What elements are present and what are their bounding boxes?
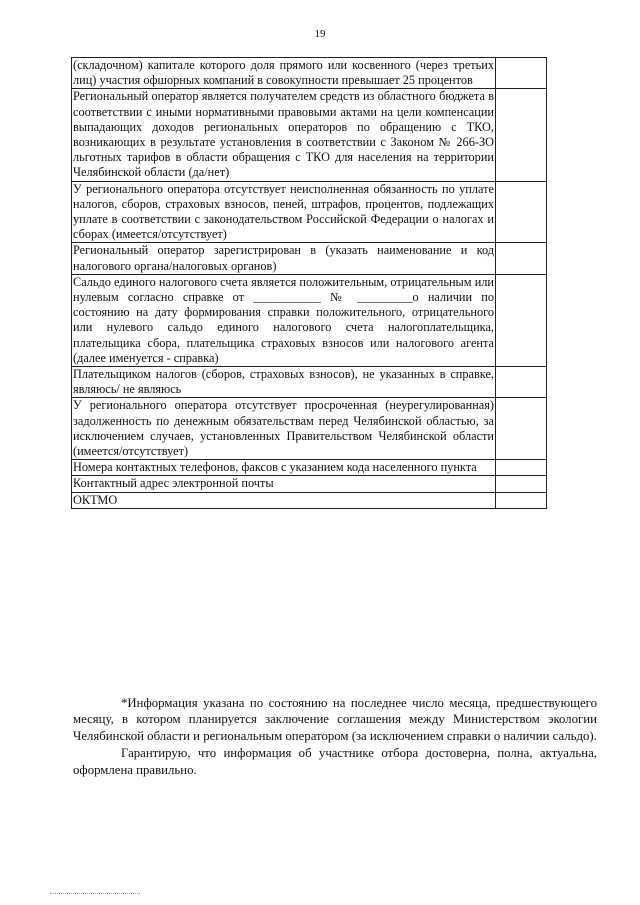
table-row (72, 367, 547, 398)
table-row (72, 476, 547, 492)
footnote (73, 695, 597, 778)
table-row (72, 398, 547, 460)
row-label: Региональный оператор зарегистрирован в (указать наименование и код налогового органа/налоговых органов) (73, 243, 494, 273)
table-row (72, 58, 547, 89)
row-label: Номера контактных телефонов, факсов с указанием кода населенного пункта (72, 460, 496, 476)
table-row (72, 89, 547, 181)
row-value-cell[interactable] (496, 243, 547, 274)
row-value-cell[interactable] (496, 398, 547, 460)
table-row (72, 460, 547, 476)
participant-info-table (71, 57, 547, 509)
footnote-guarantee-statement: Гарантирую, что информация об участнике отбора достоверна, полна, актуальна, оформлена правильно. (73, 746, 597, 777)
page-number: 19 (314, 28, 326, 40)
scan-edge-marks (50, 893, 140, 897)
row-value-cell[interactable] (496, 181, 547, 243)
table-row (72, 181, 547, 243)
footnote-information-note: *Информация указана по состоянию на последнее число месяца, предшествующего месяцу, в котором планируется заключение соглашения между Министерством экологии Челябинской области и региональным оператором (за исключением справки о наличии сальдо). (73, 696, 597, 743)
table-row (72, 274, 547, 366)
row-label: Контактный адрес электронной почты (72, 476, 496, 492)
row-value-cell[interactable] (496, 476, 547, 492)
row-label: У регионального оператора отсутствует неисполненная обязанность по уплате налогов, сборов, страховых взносов, пеней, штрафов, процентов, подлежащих уплате в соответствии с законодательством Российской Федерации о налогах и сборах (имеется/отсутствует) (73, 181, 494, 242)
row-label: ОКТМО (72, 492, 496, 508)
table-row (72, 492, 547, 508)
row-value-cell[interactable] (496, 58, 547, 89)
row-value-cell[interactable] (496, 492, 547, 508)
row-label: Сальдо единого налогового счета является положительным, отрицательным или нулевым согласно справке от ___________ № _________о наличии по состоянию на дату формирования справки положительного, отрицательного или нулевого сальдо единого налогового счета налогоплательщика, плательщика сбора, плательщика страховых взносов или налогового агента (далее именуется - справка) (73, 274, 494, 365)
table-body (72, 58, 547, 509)
row-value-cell[interactable] (496, 89, 547, 181)
table-row (72, 243, 547, 274)
row-value-cell[interactable] (496, 367, 547, 398)
row-value-cell[interactable] (496, 460, 547, 476)
row-label: Плательщиком налогов (сборов, страховых взносов), не указанных в справке, являюсь/ не являюсь (73, 367, 494, 397)
row-label: (складочном) капитале которого доля прямого или косвенного (через третьих лиц) участия офшорных компаний в совокупности превышает 25 процентов (73, 58, 494, 88)
row-label: У регионального оператора отсутствует просроченная (неурегулированная) задолженность по денежным обязательствам перед Челябинской областью, за исключением случаев, установленных Правительством Челябинской области (имеется/отсутствует) (73, 398, 494, 459)
row-label: Региональный оператор является получателем средств из областного бюджета в соответствии с иными нормативными правовыми актами на цели компенсации выпадающих доходов региональных операторов по обращению с ТКО, возникающих в результате установления в соответствии с Законом № 266-ЗО льготных тарифов в области обращения с ТКО для населения на территории Челябинской области (да/нет) (73, 89, 494, 180)
row-value-cell[interactable] (496, 274, 547, 366)
